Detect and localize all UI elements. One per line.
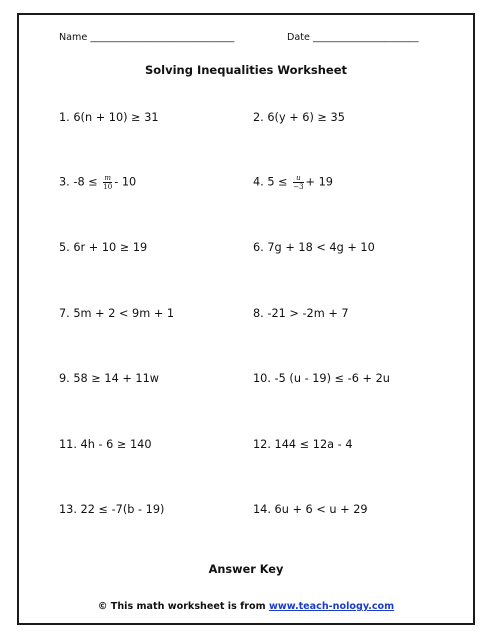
problem-9: 9. 58 ≥ 14 + 11w	[59, 372, 160, 385]
problem-14: 14. 6u + 6 < u + 29	[253, 503, 368, 516]
problem-2: 2. 6(y + 6) ≥ 35	[253, 111, 345, 124]
problem-4-suffix: + 19	[305, 175, 333, 189]
problem-8: 8. -21 > -2m + 7	[253, 307, 349, 320]
problem-13: 13. 22 ≤ -7(b - 19)	[59, 503, 165, 516]
problem-4-fraction	[293, 174, 303, 191]
problem-4	[253, 174, 333, 191]
problem-11: 11. 4h - 6 ≥ 140	[59, 438, 152, 451]
problem-4-denominator: −3	[293, 183, 304, 191]
worksheet-title: Solving Inequalities Worksheet	[144, 63, 348, 77]
problem-3-fraction	[103, 174, 112, 191]
footer-credit	[19, 601, 473, 612]
footer-prefix: © This math worksheet is from	[97, 601, 269, 612]
problem-5: 5. 6r + 10 ≥ 19	[59, 241, 148, 254]
problem-7: 7. 5m + 2 < 9m + 1	[59, 307, 175, 320]
name-field[interactable]: Name ______________________________	[59, 32, 235, 43]
problem-1: 1. 6(n + 10) ≥ 31	[59, 111, 159, 124]
footer-link[interactable]: www.teach-nology.com	[268, 601, 395, 612]
problem-3-prefix: 3. -8 ≤	[59, 175, 102, 189]
problem-3-suffix: - 10	[114, 175, 137, 189]
worksheet-page	[17, 13, 475, 625]
problem-4-numerator: u	[293, 174, 303, 183]
date-field[interactable]: Date ______________________	[287, 32, 419, 43]
problem-3-numerator: m	[104, 174, 112, 182]
problem-12: 12. 144 ≤ 12a - 4	[253, 438, 353, 451]
problem-6: 6. 7g + 18 < 4g + 10	[253, 241, 375, 254]
problem-10: 10. -5 (u - 19) ≤ -6 + 2u	[253, 372, 390, 385]
problem-3	[59, 174, 136, 191]
answer-key-heading: Answer Key	[208, 563, 284, 576]
problem-4-prefix: 4. 5 ≤	[253, 175, 292, 189]
problem-3-denominator: 10	[103, 183, 113, 191]
